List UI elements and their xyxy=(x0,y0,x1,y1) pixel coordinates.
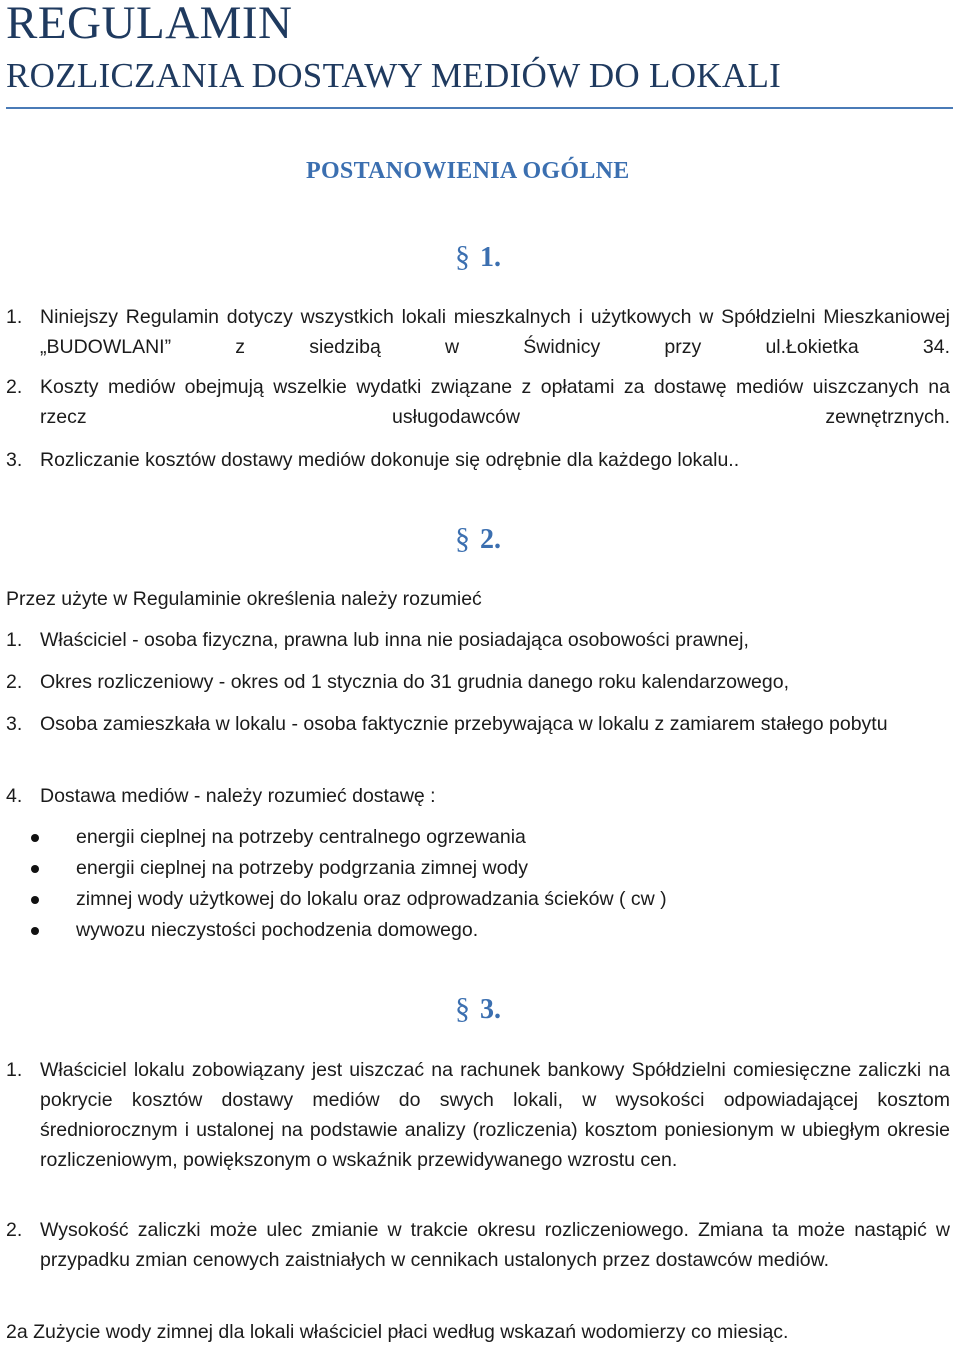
item-text: Właściciel - osoba fizyczna, prawna lub inna nie posiadająca osobowości prawnej, xyxy=(40,629,749,651)
bullet-item xyxy=(6,884,906,915)
item-text: Okres rozliczeniowy - okres od 1 stycznia do 31 grudnia danego roku kalendarzowego, xyxy=(40,671,789,693)
paragraph-1-heading xyxy=(455,240,501,274)
list-item xyxy=(6,302,950,362)
paragraph-2-heading xyxy=(455,522,501,556)
item-text: Koszty mediów obejmują wszelkie wydatki związane z opłatami za dostawę mediów uiszczanych na rzecz usługodawców zewnętrznych. xyxy=(40,376,950,428)
bullet-icon xyxy=(31,896,39,904)
bullet-text: zimnej wody użytkowej do lokalu oraz odprowadzania ścieków ( cw ) xyxy=(76,888,667,910)
bullet-item xyxy=(6,915,906,946)
item-text: Osoba zamieszkała w lokalu - osoba faktycznie przebywająca w lokalu z zamiarem stałego pobytu xyxy=(40,713,888,735)
bullet-item xyxy=(6,822,906,853)
item-text: Rozliczanie kosztów dostawy mediów dokonuje się odrębnie dla każdego lokalu.. xyxy=(40,449,740,471)
list-item xyxy=(6,445,950,475)
bullet-icon xyxy=(31,834,39,842)
item-number: 3. xyxy=(6,449,23,471)
list-item xyxy=(6,372,950,432)
list-item xyxy=(6,625,950,655)
paragraph-3-heading xyxy=(455,992,501,1026)
list-item xyxy=(6,781,950,811)
bullet-text: wywozu nieczystości pochodzenia domowego. xyxy=(76,919,479,941)
item-number: 3. xyxy=(6,713,23,735)
document-subtitle: ROZLICZANIA DOSTAWY MEDIÓW DO LOKALI xyxy=(6,56,782,95)
list-item xyxy=(6,1215,950,1275)
item-number: 1. xyxy=(6,306,23,328)
item-text: Wysokość zaliczki może ulec zmianie w trakcie okresu rozliczeniowego. Zmiana ta może nastąpić w przypadku zmian cenowych zaistniałych w cennikach ustalonych przez dostawców mediów. xyxy=(40,1219,950,1271)
item-number: 2. xyxy=(6,376,23,398)
bullet-icon xyxy=(31,865,39,873)
bullet-text: energii cieplnej na potrzeby centralnego ogrzewania xyxy=(76,826,526,848)
item-text: Właściciel lokalu zobowiązany jest uiszczać na rachunek bankowy Spółdzielni comiesięczne zaliczki na pokrycie kosztów dostawy mediów do swych lokali, w wysokości odpowiadającej kosztom średniorocznym i ustalonej na podstawie analizy (rozliczenia) kosztom poniesionym w ubiegłym okresie rozliczeniowym, powiększonym o wskaźnik przewidywanego wzrostu cen. xyxy=(40,1059,950,1171)
section-heading-general-provisions: POSTANOWIENIA OGÓLNE xyxy=(306,158,630,184)
paragraph-sign: § xyxy=(455,992,470,1025)
bullet-icon xyxy=(31,927,39,935)
paragraph-number: 3. xyxy=(480,994,501,1025)
list-item xyxy=(6,1055,950,1175)
item-number: 4. xyxy=(6,785,23,807)
list-item xyxy=(6,667,950,697)
definitions-intro: Przez użyte w Regulaminie określenia należy rozumieć xyxy=(6,588,482,610)
document-title: REGULAMIN xyxy=(6,0,293,49)
item-text: Niniejszy Regulamin dotyczy wszystkich lokali mieszkalnych i użytkowych w Spółdzielni Mieszkaniowej „BUDOWLANI” z siedzibą w Świdnicy przy ul.Łokietka 34. xyxy=(40,306,950,358)
note-2a: 2a Zużycie wody zimnej dla lokali właściciel płaci według wskazań wodomierzy co miesiąc. xyxy=(6,1321,789,1343)
item-text: Dostawa mediów - należy rozumieć dostawę : xyxy=(40,785,436,807)
paragraph-number: 1. xyxy=(480,242,501,273)
item-number: 1. xyxy=(6,629,23,651)
list-item xyxy=(6,709,950,739)
title-underline xyxy=(6,107,953,109)
item-number: 2. xyxy=(6,1219,23,1241)
paragraph-number: 2. xyxy=(480,524,501,555)
paragraph-sign: § xyxy=(455,522,470,555)
item-number: 1. xyxy=(6,1059,23,1081)
bullet-text: energii cieplnej na potrzeby podgrzania zimnej wody xyxy=(76,857,529,879)
item-number: 2. xyxy=(6,671,23,693)
paragraph-sign: § xyxy=(455,240,470,273)
bullet-item xyxy=(6,853,906,884)
media-bullet-list xyxy=(6,822,906,946)
